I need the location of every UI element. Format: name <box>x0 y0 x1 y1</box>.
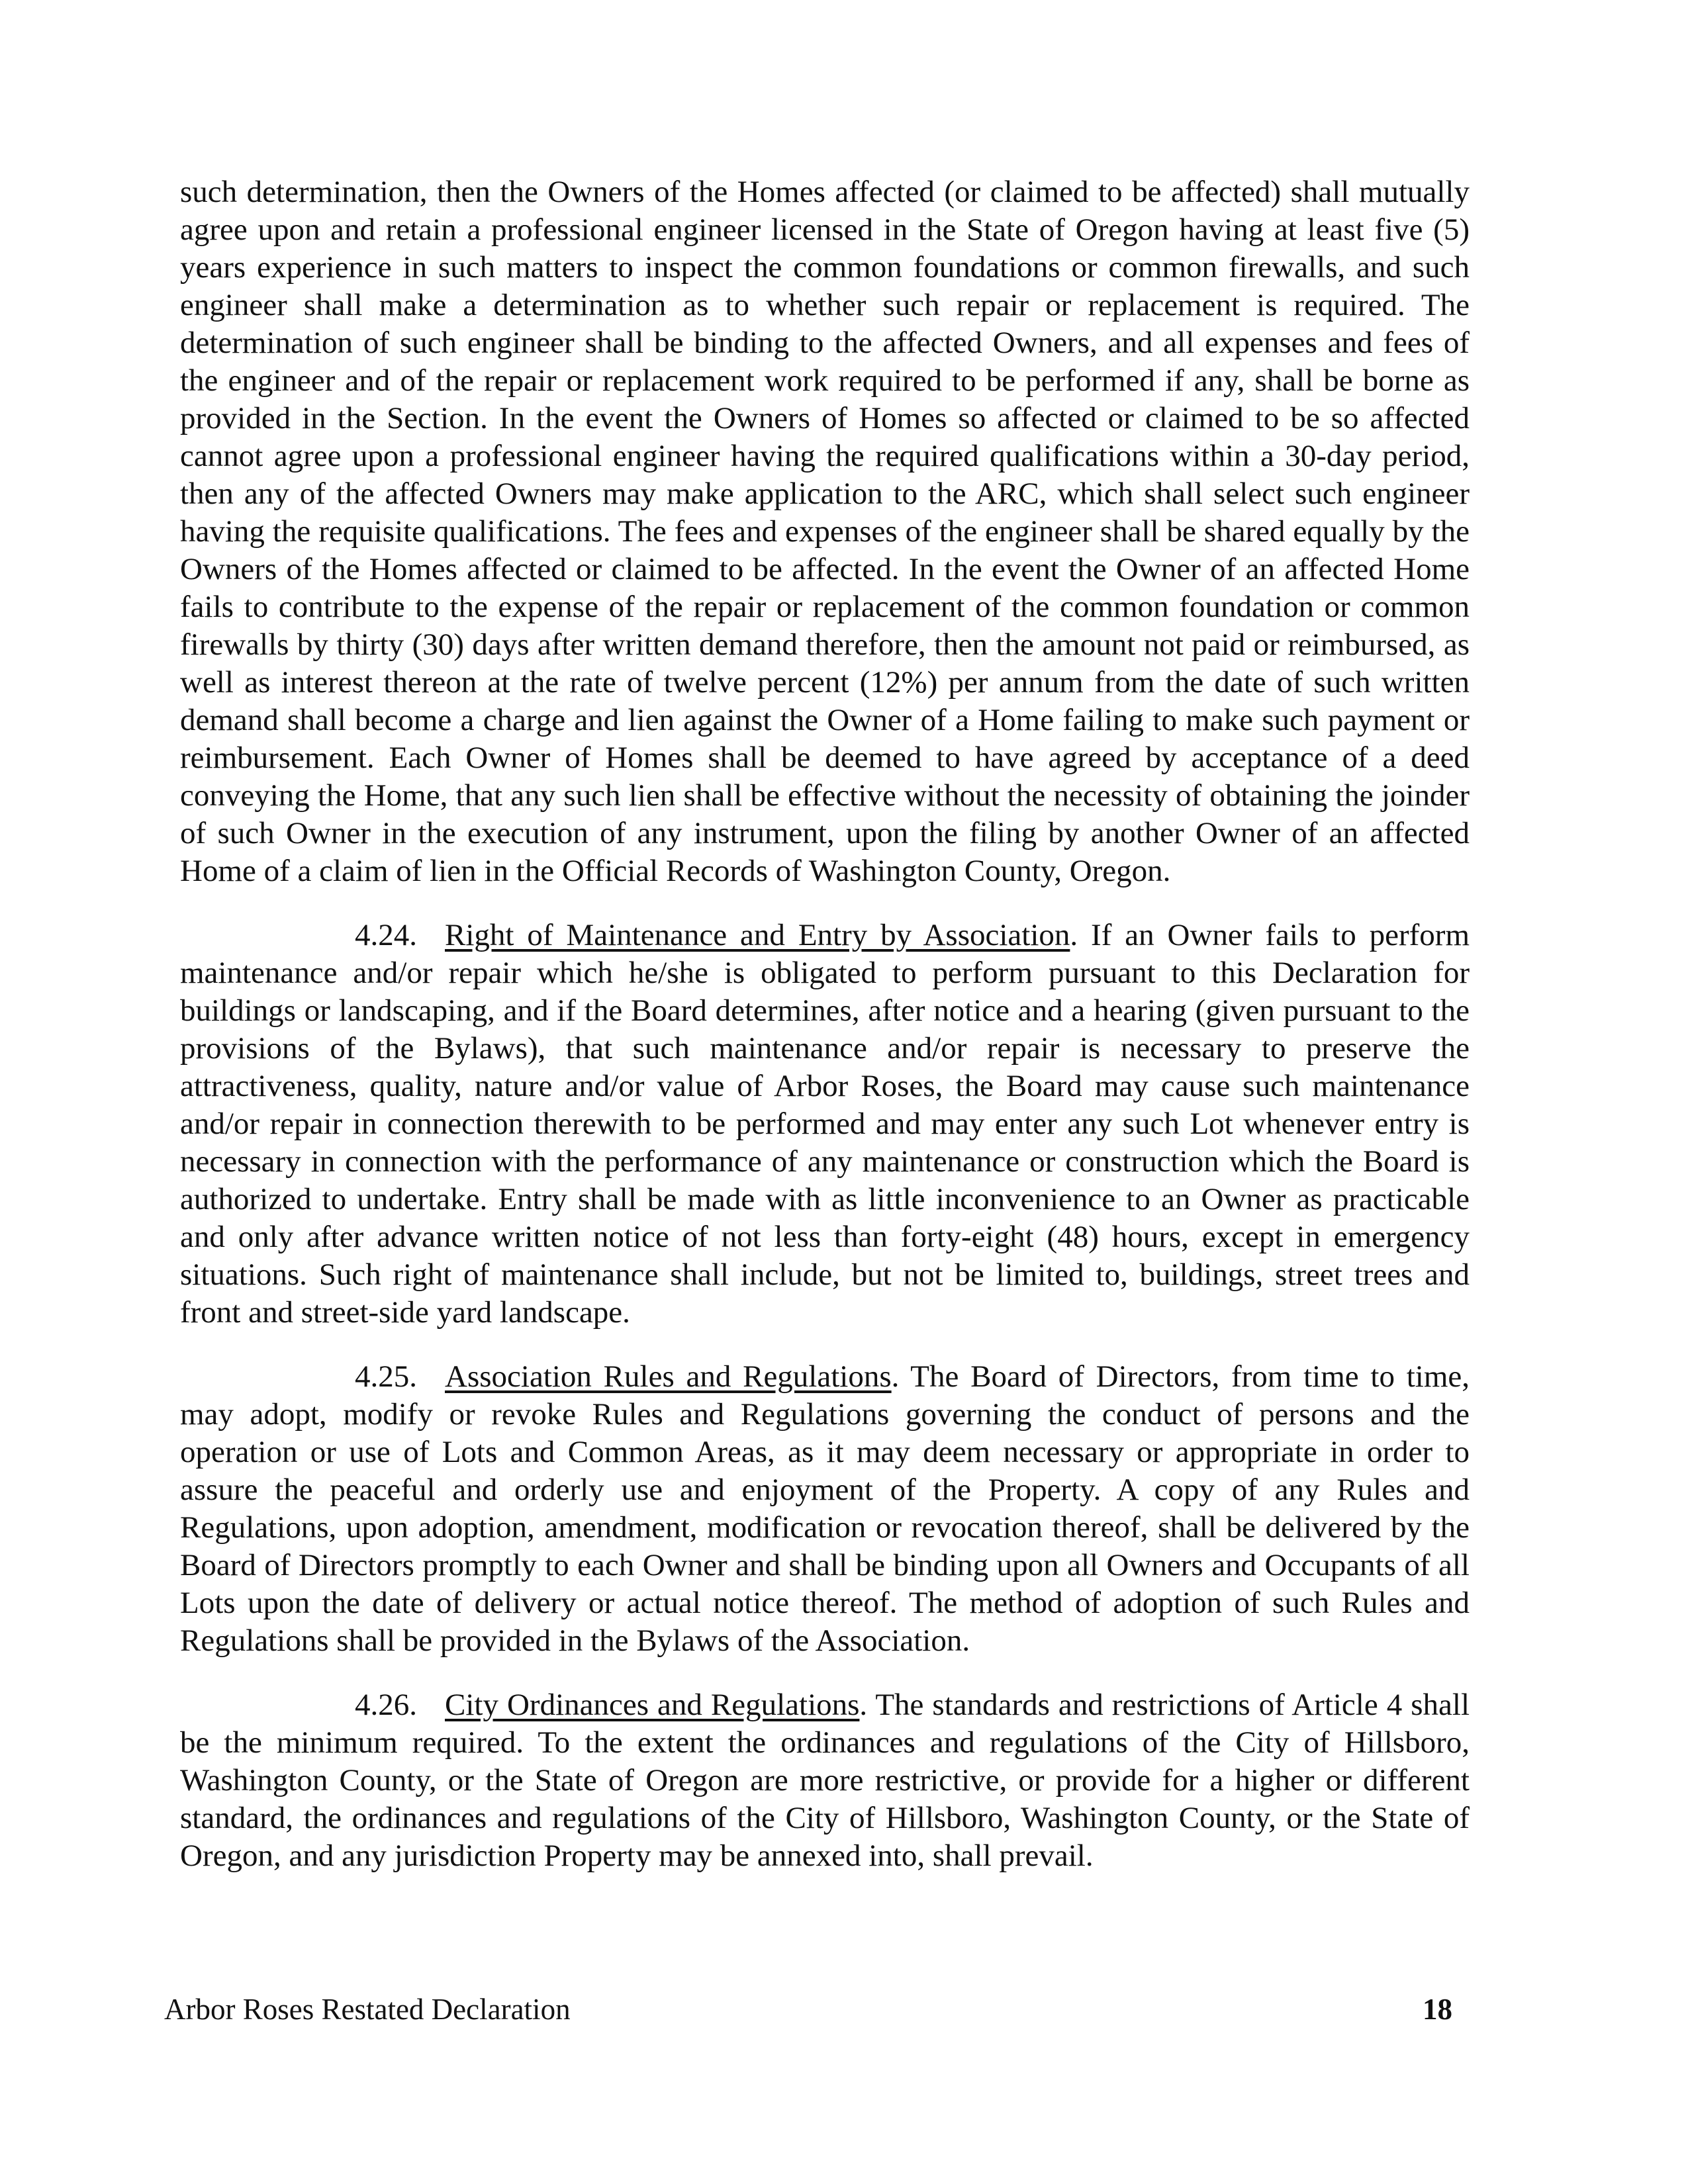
page-number: 18 <box>1423 1993 1452 2026</box>
section-number: 4.26. <box>355 1688 417 1722</box>
section-title: Association Rules and Regulations <box>445 1359 892 1394</box>
section-4-26 <box>180 1686 1470 1875</box>
continuation-paragraph: such determination, then the Owners of the Homes affected (or claimed to be affected) shall mutually agree upon and retain a professional engineer licensed in the State of Oregon having at least five (5) years experience in such matters to inspect the common foundations or common firewalls, and such engineer shall make a determination as to whether such repair or replacement is required. The determination of such engineer shall be binding to the affected Owners, and all expenses and fees of the engineer and of the repair or replacement work required to be performed if any, shall be borne as provided in the Section. In the event the Owners of Homes so affected or claimed to be so affected cannot agree upon a professional engineer having the required qualifications within a 30-day period, then any of the affected Owners may make application to the ARC, which shall select such engineer having the requisite qualifications. The fees and expenses of the engineer shall be shared equally by the Owners of the Homes affected or claimed to be affected. In the event the Owner of an affected Home fails to contribute to the expense of the repair or replacement of the common foundation or common firewalls by thirty (30) days after written demand therefore, then the amount not paid or reimbursed, as well as interest thereon at the rate of twelve percent (12%) per annum from the date of such written demand shall become a charge and lien against the Owner of a Home failing to make such payment or reimbursement. Each Owner of Homes shall be deemed to have agreed by acceptance of a deed conveying the Home, that any such lien shall be effective without the necessity of obtaining the joinder of such Owner in the execution of any instrument, upon the filing by another Owner of an affected Home of a claim of lien in the Official Records of Washington County, Oregon. <box>180 175 1470 888</box>
section-title: Right of Maintenance and Entry by Association <box>445 918 1070 952</box>
section-4-25 <box>180 1358 1470 1660</box>
section-text: . The standards and restrictions of Article 4 shall be the minimum required. To the extent the ordinances and regulations of the City of Hillsboro, Washington County, or the State of Oregon are more restrictive, or provide for a higher or different standard, the ordinances and regulations of the City of Hillsboro, Washington County, or the State of Oregon, and any jurisdiction Property may be annexed into, shall prevail. <box>180 1688 1470 1873</box>
section-text: . If an Owner fails to perform maintenance and/or repair which he/she is obligated to perform pursuant to this Declaration for buildings or landscaping, and if the Board determines, after notice and a hearing (given pursuant to the provisions of the Bylaws), that such maintenance and/or repair is necessary to preserve the attractiveness, quality, nature and/or value of Arbor Roses, the Board may cause such maintenance and/or repair in connection therewith to be performed and may enter any such Lot whenever entry is necessary in connection with the performance of any maintenance or construction which the Board is authorized to undertake. Entry shall be made with as little inconvenience to an Owner as practicable and only after advance written notice of not less than forty-eight (48) hours, except in emergency situations. Such right of maintenance shall include, but not be limited to, buildings, street trees and front and street-side yard landscape. <box>180 918 1470 1330</box>
document-body <box>180 173 1470 1875</box>
section-title: City Ordinances and Regulations <box>445 1688 860 1722</box>
section-number: 4.25. <box>355 1359 417 1394</box>
section-4-24 <box>180 917 1470 1332</box>
page-footer <box>164 1991 1452 2028</box>
section-number: 4.24. <box>355 918 417 952</box>
footer-title: Arbor Roses Restated Declaration <box>164 1993 571 2026</box>
section-text: . The Board of Directors, from time to time, may adopt, modify or revoke Rules and Regulations governing the conduct of persons and the operation or use of Lots and Common Areas, as it may deem necessary or appropriate in order to assure the peaceful and orderly use and enjoyment of the Property. A copy of any Rules and Regulations, upon adoption, amendment, modification or revocation thereof, shall be delivered by the Board of Directors promptly to each Owner and shall be binding upon all Owners and Occupants of all Lots upon the date of delivery or actual notice thereof. The method of adoption of such Rules and Regulations shall be provided in the Bylaws of the Association. <box>180 1359 1470 1658</box>
